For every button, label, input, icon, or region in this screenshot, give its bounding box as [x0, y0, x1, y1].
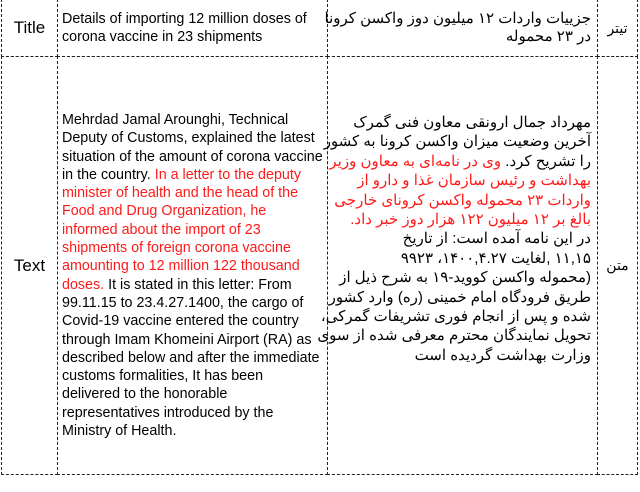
text-fa-line: مهرداد جمال ارونقی معاون فنی گمرک	[353, 114, 591, 131]
row-label-text-en: Text	[1, 56, 58, 475]
text-fa-line: (محموله واکسن کووید-۱۹ به شرح ذیل از	[339, 269, 591, 287]
title-en-line: corona vaccine in 23 shipments	[62, 29, 263, 46]
text-fa-highlight: بهداشت و رئیس سازمان غذا و دارو از	[357, 172, 591, 190]
text-fa-highlight: واردات ۲۳ محموله واکسن کرونای خارجی	[334, 191, 591, 209]
text-persian	[317, 56, 598, 475]
row-label-text-fa: متن	[597, 56, 638, 475]
text-en-intro: Mehrdad Jamal Arounghi, Technical Deputy of Customs, explained the latest situation of the amount of corona vaccine in the country.	[62, 112, 323, 183]
text-fa-line: شده و پس از انجام فوری تشریفات گمرکی،	[320, 308, 591, 326]
title-fa-line: در ۲۳ محموله	[505, 28, 591, 46]
text-fa-line: در این نامه آمده است: از تاریخ	[402, 230, 591, 248]
text-fa-line: طریق فرودگاه امام خمینی (ره) وارد کشور	[328, 288, 591, 306]
text-en-rest: It is stated in this letter: From 99.11.15 to 23.4.27.1400, the cargo of Covid-19 vaccine entered the country through Imam Khomeini Airport (RA) as described below and after the immediate customs formalities, It has been delivered to the honorable representatives introduced by the Ministry of Health.	[62, 276, 320, 440]
text-fa-line: ۱۱,۱۵ ,لغایت ۱۴۰۰,۴.۲۷، ۹۹۲۳	[400, 249, 591, 267]
title-persian	[324, 0, 598, 57]
row-label-title-en: Title	[1, 0, 58, 57]
text-fa-line: را تشریح کرد.	[501, 152, 591, 170]
text-fa-highlight: وی در نامه‌ای به معاون وزیر	[329, 152, 502, 170]
title-english	[57, 0, 328, 57]
title-fa-line: جزییات واردات ۱۲ میلیون دوز واکسن کرونا	[324, 10, 591, 27]
text-english	[57, 56, 328, 475]
text-fa-line: آخرین وضعیت میزان واکسن کرونا به کشور	[323, 133, 591, 151]
text-fa-line: تحویل نمایندگان محترم معرفی شده از سوی	[317, 327, 591, 345]
text-fa-highlight: بالغ بر ۱۲ میلیون ۱۲۲ هزار دوز خبر داد.	[350, 211, 591, 229]
text-en-highlight: In a letter to the deputy minister of health and the head of the Food and Drug Organization, he informed about the import of 23 shipments of foreign corona vaccine amounting to 12 million 122 thousand doses.	[62, 166, 301, 293]
translation-table	[1, 0, 638, 475]
title-en-line: Details of importing 12 million doses of	[62, 11, 307, 27]
text-fa-line: وزارت بهداشت گردیده است	[414, 346, 591, 364]
row-label-title-fa: تیتر	[597, 0, 638, 57]
